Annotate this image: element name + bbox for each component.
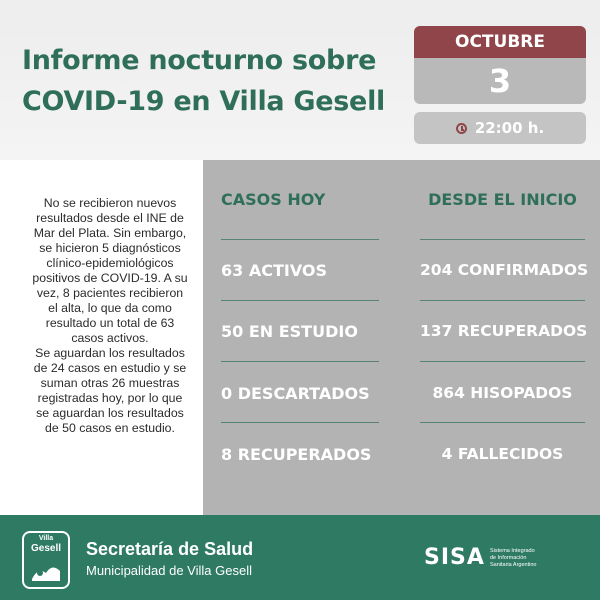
time-badge [414, 112, 586, 144]
divider [420, 300, 585, 301]
casos-hoy-column [221, 160, 379, 515]
desde-inicio-column [420, 160, 589, 515]
header [0, 0, 600, 160]
report-line: casos activos. [71, 331, 149, 345]
sisa-description [490, 548, 570, 569]
logo-text-big: Gesell [30, 543, 62, 554]
report-line: Se aguardan los resultados [35, 346, 185, 360]
report-line: Mar del Plata. Sin embargo, [33, 226, 187, 240]
divider [221, 239, 379, 240]
report-line: registradas hoy, por lo que [37, 391, 183, 405]
department-name: Secretaría de Salud [86, 539, 254, 559]
footer [0, 515, 600, 600]
title-line-1: Informe nocturno sobre [22, 45, 377, 76]
divider [221, 422, 379, 423]
divider [420, 361, 585, 362]
sisa-desc-line: Sanitaria Argentino [490, 562, 537, 568]
divider [221, 361, 379, 362]
report-line: resultado un total de 63 [45, 316, 175, 330]
report-line: No se recibieron nuevos [43, 196, 177, 210]
stat-descartados: 0 DESCARTADOS [221, 384, 370, 403]
report-line: se hicieron 5 diagnósticos [39, 241, 181, 255]
report-line: clínico-epidemiológicos [46, 256, 174, 270]
stat-confirmados: 204 CONFIRMADOS [420, 261, 589, 279]
villa-gesell-logo [22, 531, 70, 589]
sisa-desc-line: de Información [490, 555, 527, 561]
report-line: vez, 8 pacientes recibieron [36, 286, 184, 300]
divider [221, 300, 379, 301]
report-text [22, 196, 198, 436]
stat-en-estudio: 50 EN ESTUDIO [221, 322, 358, 341]
month-badge: OCTUBRE [414, 26, 586, 58]
report-line: positivos de COVID-19. A su [32, 271, 188, 285]
dune-icon [30, 559, 62, 583]
sisa-desc-line: Sistema Integrado [490, 548, 535, 554]
report-line: de 50 casos en estudio. [45, 421, 175, 435]
report-line: se aguardan los resultados [36, 406, 184, 420]
divider [420, 239, 585, 240]
title-line-2: COVID-19 en Villa Gesell [22, 86, 385, 117]
stat-recuperados-hoy: 8 RECUPERADOS [221, 445, 372, 464]
report-line: resultados desde el INE de [36, 211, 184, 225]
time-label: 22:00 h. [474, 119, 545, 137]
report-line: suman otras 26 muestras [40, 376, 180, 390]
stat-fallecidos: 4 FALLECIDOS [441, 445, 564, 463]
stat-activos: 63 ACTIVOS [221, 261, 328, 280]
report-line: el alta, lo que da como [48, 301, 172, 315]
stat-recuperados-total: 137 RECUPERADOS [420, 322, 588, 340]
stat-hisopados: 864 HISOPADOS [432, 384, 573, 402]
sisa-logo: SISA [424, 545, 485, 570]
casos-hoy-heading: CASOS HOY [221, 190, 326, 209]
day-badge: 3 [414, 58, 586, 104]
logo-text-small: Villa [38, 535, 54, 542]
stats-panel [203, 160, 600, 515]
report-line: de 24 casos en estudio y se [33, 361, 187, 375]
desde-inicio-heading: DESDE EL INICIO [428, 190, 577, 209]
clock-icon [456, 123, 467, 134]
municipality-name: Municipalidad de Villa Gesell [86, 563, 252, 578]
divider [420, 422, 585, 423]
page-title [22, 40, 402, 122]
